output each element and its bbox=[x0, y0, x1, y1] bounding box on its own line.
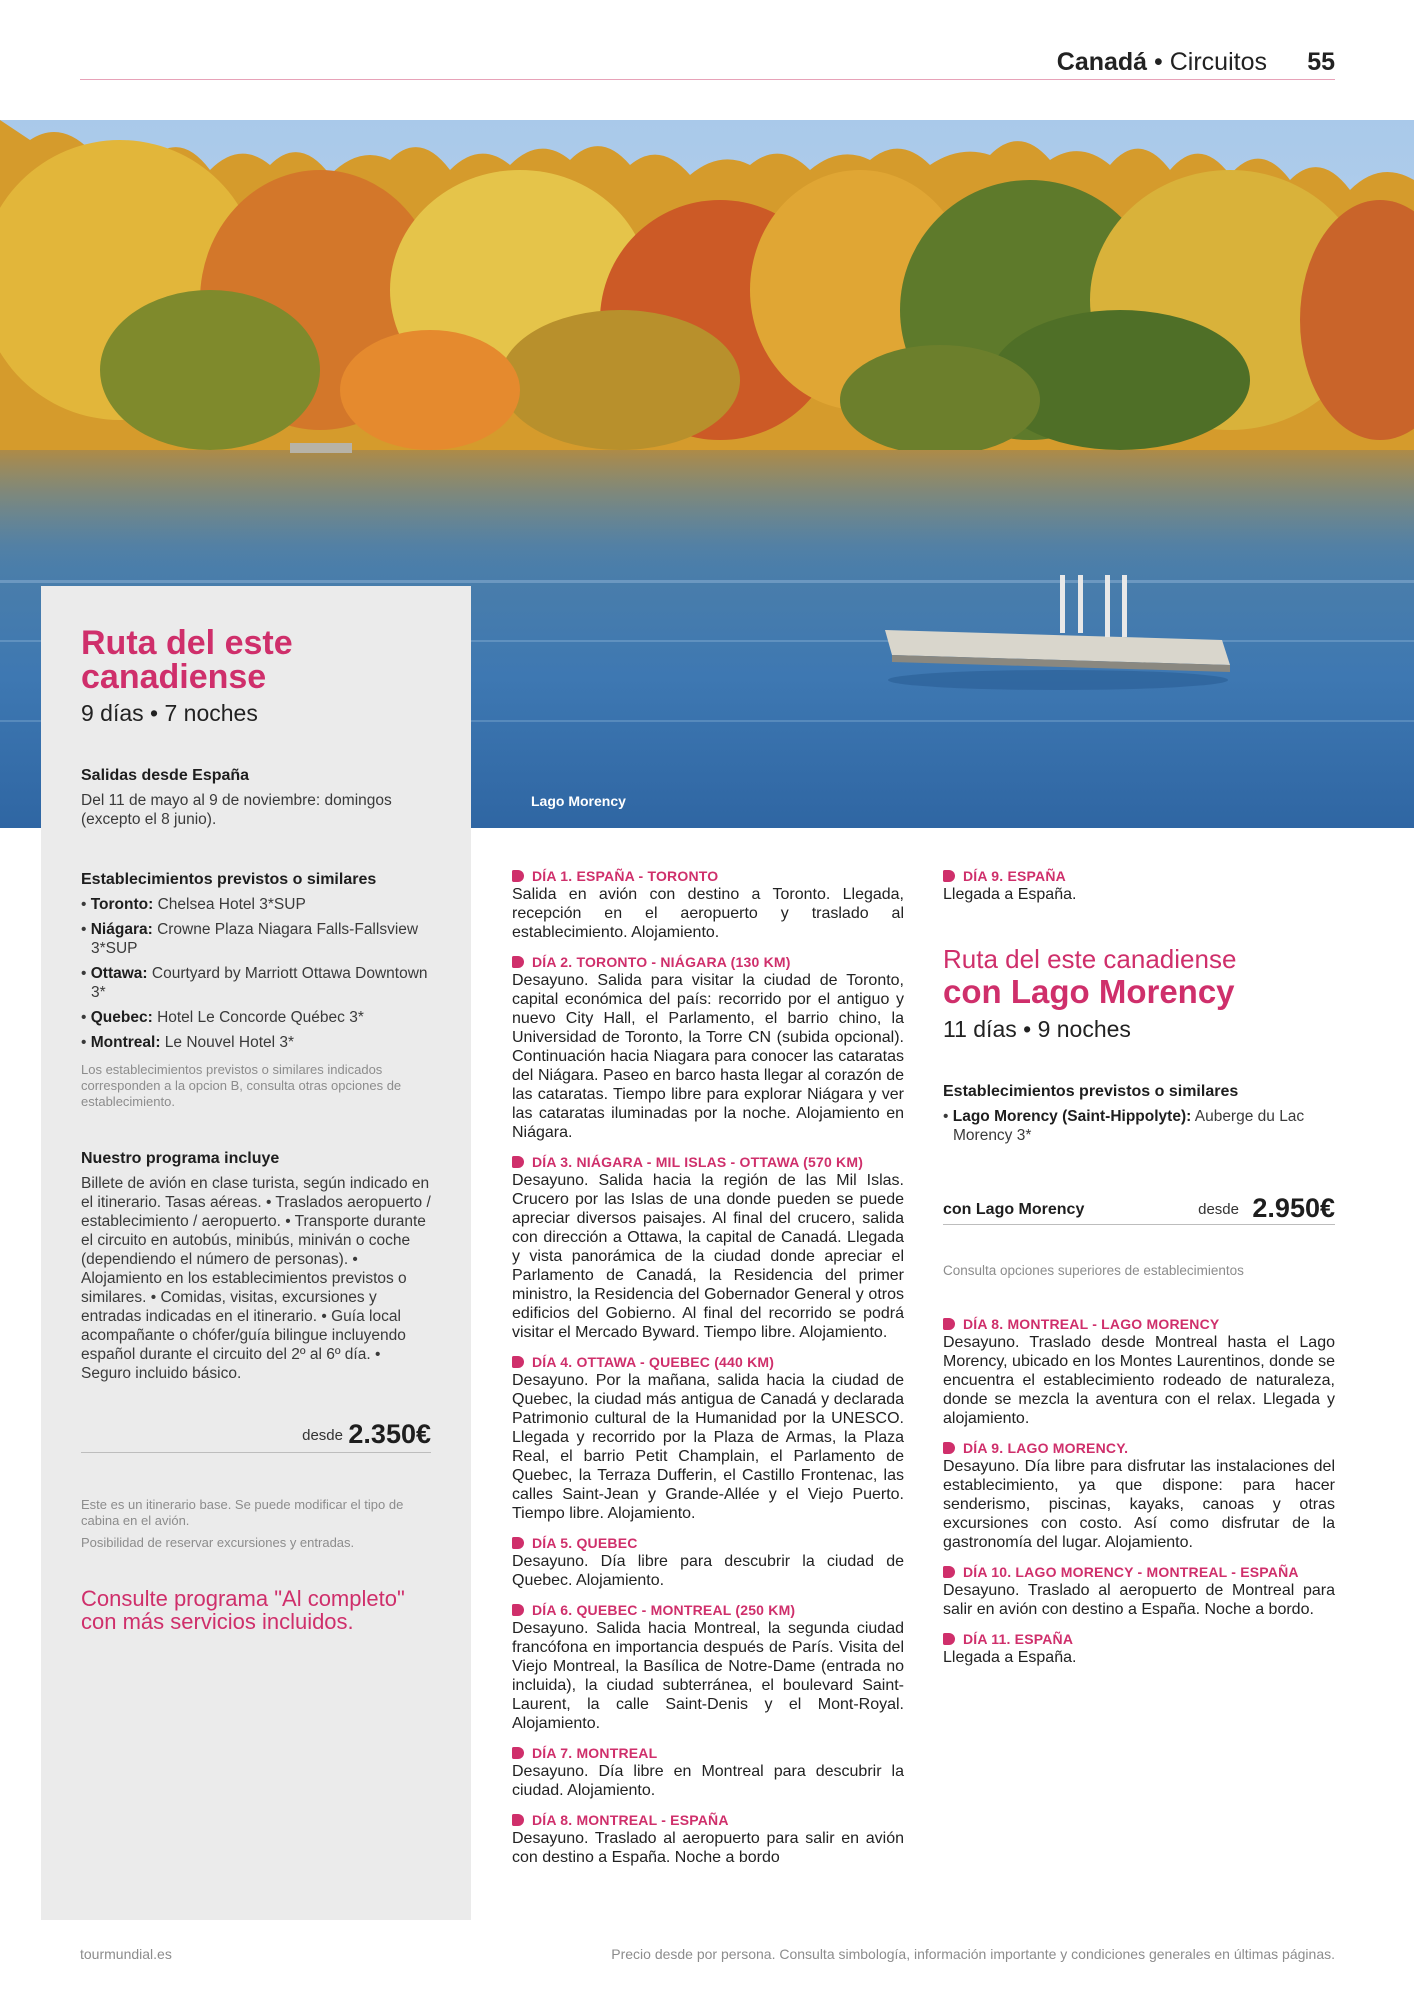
day-title: DÍA 3. NIÁGARA - MIL ISLAS - OTTAWA (570 KM) bbox=[532, 1154, 864, 1170]
day-title: DÍA 11. ESPAÑA bbox=[963, 1631, 1074, 1647]
base-price bbox=[81, 1411, 431, 1453]
hotels-heading: Establecimientos previstos o similares bbox=[81, 871, 377, 888]
itinerary-day bbox=[943, 1564, 1335, 1619]
itinerary-day bbox=[512, 1602, 904, 1733]
footer-disclaimer: Precio desde por persona. Consulta simbología, información importante y condiciones generales en últimas páginas. bbox=[611, 1946, 1335, 1962]
day-marker-icon bbox=[512, 1604, 524, 1616]
extension-column bbox=[943, 868, 1335, 1679]
day-title: DÍA 4. OTTAWA - QUEBEC (440 KM) bbox=[532, 1354, 775, 1370]
day-marker-icon bbox=[512, 1156, 524, 1168]
day-title: DÍA 8. MONTREAL - ESPAÑA bbox=[532, 1812, 729, 1828]
day-marker-icon bbox=[943, 1633, 955, 1645]
extension-duration: 11 días • 9 noches bbox=[943, 1016, 1131, 1042]
extension-price bbox=[943, 1185, 1335, 1225]
day-marker-icon bbox=[943, 1318, 955, 1330]
extension-price-label: con Lago Morency bbox=[943, 1201, 1085, 1218]
country-label: Canadá bbox=[1056, 48, 1148, 76]
departures-text: Del 11 de mayo al 9 de noviembre: domingos (excepto el 8 junio). bbox=[81, 792, 392, 828]
full-program-link[interactable]: Consulte programa "Al completo" con más servicios incluidos. bbox=[81, 1586, 405, 1634]
itinerary-day bbox=[512, 1354, 904, 1523]
hotel-item: • Toronto: Chelsea Hotel 3*SUP bbox=[81, 896, 306, 913]
day-title: DÍA 10. LAGO MORENCY - MONTREAL - ESPAÑA bbox=[963, 1564, 1299, 1580]
itinerary-day bbox=[512, 1812, 904, 1867]
extension-subtitle: con Lago Morency bbox=[943, 973, 1235, 1010]
day-text: Desayuno. Día libre en Montreal para descubrir la ciudad. Alojamiento. bbox=[512, 1763, 904, 1799]
day-text: Desayuno. Día libre para descubrir la ciudad de Quebec. Alojamiento. bbox=[512, 1553, 904, 1589]
day-title: DÍA 5. QUEBEC bbox=[532, 1535, 638, 1551]
day-text: Desayuno. Salida hacia la región de las Mil Islas. Crucero por las Islas de una donde pueden se puede apreciar diversos paisajes. Al final del crucero, salida con dirección a Ottawa, la capital de Canadá. Llegada y vista panorámica de la ciudad donde apreciar el Parlamento de Canadá, la Residencia del primer ministro, la Residencia del Gobernador General y otros edificios del Gobierno. Al final del recorrido se podrá visitar el Mercado Byward. Tiempo libre. Alojamiento. bbox=[512, 1172, 904, 1341]
day-title: DÍA 1. ESPAÑA - TORONTO bbox=[532, 868, 719, 884]
trip-title: Ruta del este canadiense bbox=[81, 624, 293, 696]
hotel-item: • Niágara: Crowne Plaza Niagara Falls-Fallsview 3*SUP bbox=[81, 921, 419, 957]
day-marker-icon bbox=[943, 1442, 955, 1454]
itinerary-day bbox=[943, 1631, 1335, 1667]
day-text: Desayuno. Día libre para disfrutar las instalaciones del establecimiento, ya que dispone: para hacer senderismo, piscinas, kayaks, canoas y otras excursiones con costo. Así como disfrutar de la gastronomía del lugar. Alojamiento. bbox=[943, 1458, 1335, 1551]
hotel-item: • Montreal: Le Nouvel Hotel 3* bbox=[81, 1034, 295, 1051]
day-text: Desayuno. Traslado al aeropuerto de Montreal para salir en avión con destino a España. Noche a bordo. bbox=[943, 1582, 1335, 1618]
page-header bbox=[80, 44, 1335, 80]
itinerary-column bbox=[512, 868, 904, 1879]
day-marker-icon bbox=[512, 1814, 524, 1826]
itinerary-day bbox=[943, 868, 1335, 904]
price-amount: 2.350€ bbox=[348, 1419, 431, 1449]
day-text: Llegada a España. bbox=[943, 886, 1077, 903]
day-marker-icon bbox=[512, 870, 524, 882]
departures-heading: Salidas desde España bbox=[81, 767, 250, 784]
day-title: DÍA 7. MONTREAL bbox=[532, 1745, 658, 1761]
day-title: DÍA 9. ESPAÑA bbox=[963, 868, 1066, 884]
day-text: Salida en avión con destino a Toronto. Llegada, recepción en el aeropuerto y traslado al establecimiento. Alojamiento. bbox=[512, 886, 904, 941]
price-prefix: desde bbox=[302, 1427, 343, 1444]
itinerary-day bbox=[512, 1535, 904, 1590]
includes-text: Billete de avión en clase turista, según indicado en el itinerario. Tasas aéreas. • Traslados aeropuerto / establecimiento / aeropuerto. • Transporte durante el circuito en autobús, minibús, miniván o coche (dependiendo el número de personas). • Alojamiento en los establecimientos previstos o similares. • Comidas, visitas, excursiones y entradas indicadas en el itinerario. • Guía local acompañante o chófer/guía bilingue incluyendo español durante el circuito del 2º al 6º día. • Seguro incluido básico. bbox=[81, 1175, 431, 1382]
day-title: DÍA 6. QUEBEC - MONTREAL (250 KM) bbox=[532, 1602, 796, 1618]
day-text: Desayuno. Traslado al aeropuerto para salir en avión con destino a España. Noche a bordo bbox=[512, 1830, 904, 1866]
page-number: 55 bbox=[1307, 48, 1335, 76]
website-link[interactable]: tourmundial.es bbox=[80, 1946, 172, 1962]
breadcrumb-separator: • bbox=[1147, 48, 1170, 76]
extension-hotel: • Lago Morency (Saint-Hippolyte): Auberge du Lac Morency 3* bbox=[943, 1108, 1305, 1144]
day-marker-icon bbox=[943, 870, 955, 882]
includes-heading: Nuestro programa incluye bbox=[81, 1150, 280, 1167]
trip-duration: 9 días • 7 noches bbox=[81, 700, 258, 726]
hotel-list bbox=[81, 895, 431, 1052]
day-title: DÍA 9. LAGO MORENCY. bbox=[963, 1440, 1129, 1456]
itinerary-note: Este es un itinerario base. Se puede modificar el tipo de cabina en el avión. bbox=[81, 1497, 404, 1528]
day-title: DÍA 8. MONTREAL - LAGO MORENCY bbox=[963, 1316, 1220, 1332]
day-text: Desayuno. Salida para visitar la ciudad de Toronto, capital económica del país: recorrido por el antiguo y nuevo City Hall, el Parlamento, el barrio chino, la Universidad de Toronto, la Torre CN (subida opcional). Continuación hacia Niagara para conocer las cataratas del Niágara. Paseo en barco hasta llegar al corazón de las cataratas. Tiempo libre para explorar Niágara y ver las cataratas iluminadas por la noche. Alojamiento en Niágara. bbox=[512, 972, 904, 1141]
day-marker-icon bbox=[512, 1747, 524, 1759]
section-breadcrumb bbox=[1057, 48, 1267, 77]
extension-title: Ruta del este canadiense bbox=[943, 944, 1237, 974]
price-amount: 2.950€ bbox=[1252, 1193, 1335, 1223]
excursions-note: Posibilidad de reservar excursiones y entradas. bbox=[81, 1535, 355, 1550]
section-label: Circuitos bbox=[1169, 48, 1267, 76]
itinerary-day bbox=[512, 1154, 904, 1342]
itinerary-day bbox=[943, 1440, 1335, 1552]
hotel-item: • Quebec: Hotel Le Concorde Québec 3* bbox=[81, 1009, 364, 1026]
day-text: Desayuno. Salida hacia Montreal, la segunda ciudad francófona en importancia después de París. Visita del Viejo Montreal, la Basílica de Notre-Dame (entrada no incluida), la ciudad subterránea, el boulevard Saint-Laurent, la calle Saint-Denis y el Mont-Royal. Alojamiento. bbox=[512, 1620, 904, 1732]
extension-hotels-heading: Establecimientos previstos o similares bbox=[943, 1083, 1239, 1100]
day-text: Desayuno. Por la mañana, salida hacia la ciudad de Quebec, la ciudad más antigua de Canadá y declarada Patrimonio cultural de la Humanidad por la UNESCO. Llegada y recorrido por la Plaza de Armas, la Plaza Real, el barrio Petit Champlain, el Parlamento de Quebec, la Terraza Dufferin, el Castillo Frontenac, las calles Saint-Jean y Grande-Allée y el Viejo Puerto. Tiempo libre. Alojamiento. bbox=[512, 1372, 904, 1522]
hotels-note: Los establecimientos previstos o similares indicados corresponden a la opcion B, consulta otras opciones de establecimiento. bbox=[81, 1062, 402, 1109]
photo-caption: Lago Morency bbox=[531, 793, 626, 809]
day-marker-icon bbox=[512, 956, 524, 968]
day-marker-icon bbox=[512, 1356, 524, 1368]
itinerary-day bbox=[512, 1745, 904, 1800]
day-title: DÍA 2. TORONTO - NIÁGARA (130 KM) bbox=[532, 954, 791, 970]
day-marker-icon bbox=[943, 1566, 955, 1578]
day-text: Llegada a España. bbox=[943, 1649, 1077, 1666]
extension-note: Consulta opciones superiores de establecimientos bbox=[943, 1263, 1244, 1278]
hotel-item: • Ottawa: Courtyard by Marriott Ottawa Downtown 3* bbox=[81, 965, 428, 1001]
itinerary-day bbox=[943, 1316, 1335, 1428]
day-text: Desayuno. Traslado desde Montreal hasta el Lago Morency, ubicado en los Montes Laurentinos, donde se encuentra el establecimiento rodeado de naturaleza, donde se mezcla la aventura con el relax. Llegada y alojamiento. bbox=[943, 1334, 1335, 1427]
day-marker-icon bbox=[512, 1537, 524, 1549]
itinerary-day bbox=[512, 868, 904, 942]
price-prefix: desde bbox=[1198, 1201, 1239, 1218]
itinerary-day bbox=[512, 954, 904, 1142]
trip-summary-panel bbox=[41, 586, 471, 1920]
